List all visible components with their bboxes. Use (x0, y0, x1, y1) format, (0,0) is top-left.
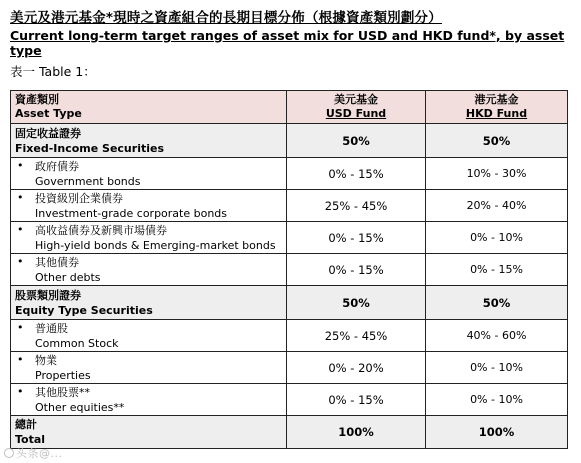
asset-name (11, 222, 287, 254)
section-label-zh: 固定收益證券 (15, 126, 81, 140)
header-hkd-fund-en: HKD Fund (465, 107, 528, 120)
total-label-en: Total (15, 433, 46, 446)
usd-range: 25% - 45% (287, 190, 426, 222)
asset-name-zh: 物業 (35, 353, 57, 367)
asset-name-zh: 投資級別企業債券 (35, 191, 123, 205)
asset-name-en: Other debts (35, 270, 101, 284)
asset-name-en: High-yield bonds & Emerging-market bonds (35, 238, 276, 252)
asset-name-en: Other equities** (35, 400, 125, 414)
bullet-icon: • (17, 385, 24, 398)
table-row (11, 158, 568, 190)
table-row (11, 352, 568, 384)
bullet-icon: • (17, 255, 24, 268)
asset-name-zh: 普通股 (35, 321, 68, 335)
usd-range: 25% - 45% (287, 320, 426, 352)
section-row-equity (11, 286, 568, 320)
hkd-range: 0% - 15% (426, 254, 568, 286)
asset-name-en: Government bonds (35, 174, 141, 188)
total-row (11, 416, 568, 449)
asset-name (11, 254, 287, 286)
bullet-icon: • (17, 191, 24, 204)
asset-mix-table (10, 90, 568, 449)
hkd-range: 0% - 10% (426, 352, 568, 384)
section-label-zh: 股票類別證券 (15, 288, 81, 302)
bullet-icon: • (17, 223, 24, 236)
table-row (11, 190, 568, 222)
section-hkd-value: 50% (426, 124, 568, 158)
asset-name (11, 384, 287, 416)
asset-name-en: Investment-grade corporate bonds (35, 206, 228, 220)
asset-name-en: Common Stock (35, 336, 119, 350)
bullet-icon: • (17, 353, 24, 366)
total-label-zh: 總計 (15, 418, 37, 431)
watermark-text: 头条@... (16, 447, 63, 460)
hkd-range: 10% - 30% (426, 158, 568, 190)
header-asset-type-en: Asset Type (15, 107, 82, 120)
page-title-chinese: 美元及港元基金*現時之資產組合的長期目標分佈（根據資產類別劃分） (10, 10, 442, 26)
section-label-en: Equity Type Securities (15, 303, 153, 317)
asset-name (11, 320, 287, 352)
asset-name-zh: 政府債券 (35, 159, 79, 173)
section-label (11, 286, 287, 320)
header-asset-type-zh: 資產類別 (15, 93, 59, 106)
section-label-en: Fixed-Income Securities (15, 141, 164, 155)
hkd-range: 20% - 40% (426, 190, 568, 222)
section-row-fixed-income (11, 124, 568, 158)
page-title-english: Current long-term target ranges of asset mix for USD and HKD fund*, by asset type (10, 28, 565, 58)
section-hkd-value: 50% (426, 286, 568, 320)
section-label (11, 124, 287, 158)
usd-range: 0% - 20% (287, 352, 426, 384)
header-usd-fund-en: USD Fund (325, 107, 387, 120)
usd-range: 0% - 15% (287, 158, 426, 190)
table-row (11, 320, 568, 352)
header-usd-fund (287, 91, 426, 124)
asset-name-zh: 高收益債券及新興市場債券 (35, 223, 167, 237)
table-row (11, 384, 568, 416)
total-hkd-value: 100% (426, 416, 568, 449)
table-row (11, 222, 568, 254)
usd-range: 0% - 15% (287, 384, 426, 416)
asset-name-zh: 其他股票** (35, 385, 90, 399)
section-usd-value: 50% (287, 286, 426, 320)
total-usd-value: 100% (287, 416, 426, 449)
watermark-icon (4, 448, 14, 458)
section-usd-value: 50% (287, 124, 426, 158)
hkd-range: 0% - 10% (426, 222, 568, 254)
hkd-range: 0% - 10% (426, 384, 568, 416)
header-asset-type (11, 91, 287, 124)
total-label (11, 416, 287, 449)
asset-name (11, 158, 287, 190)
header-hkd-fund (426, 91, 568, 124)
usd-range: 0% - 15% (287, 254, 426, 286)
asset-name (11, 190, 287, 222)
table-header-row (11, 91, 568, 124)
bullet-icon: • (17, 159, 24, 172)
table-row (11, 254, 568, 286)
hkd-range: 40% - 60% (426, 320, 568, 352)
asset-name-zh: 其他債券 (35, 255, 79, 269)
usd-range: 0% - 15% (287, 222, 426, 254)
watermark (4, 445, 63, 461)
asset-name (11, 352, 287, 384)
header-usd-fund-zh: 美元基金 (334, 93, 378, 106)
header-hkd-fund-zh: 港元基金 (474, 93, 519, 106)
table-caption: 表一 Table 1： (10, 64, 96, 79)
asset-name-en: Properties (35, 368, 91, 382)
bullet-icon: • (17, 321, 24, 334)
